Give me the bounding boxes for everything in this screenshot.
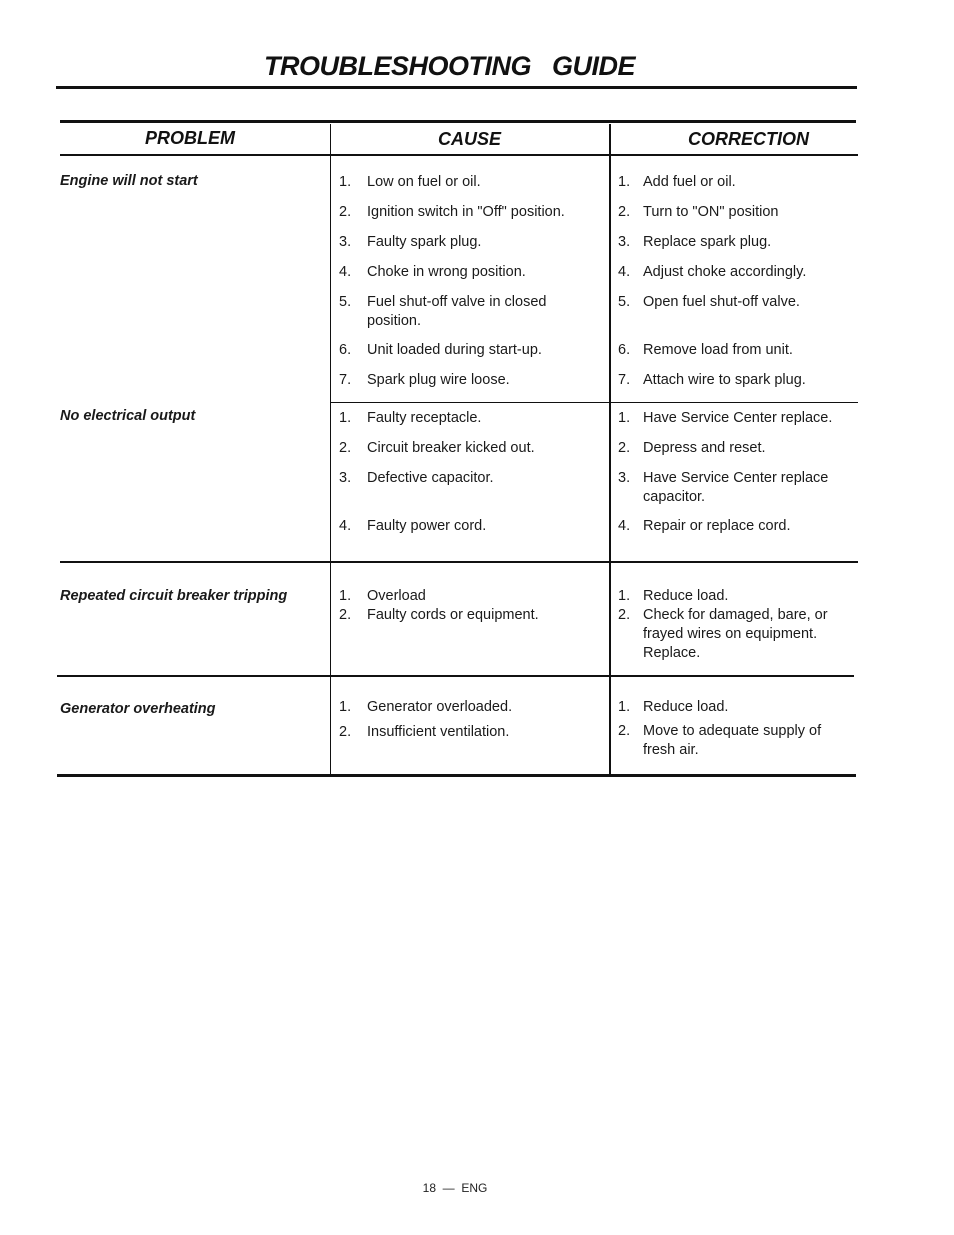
correction-item-text: Open fuel shut-off valve. (643, 294, 800, 310)
cause-item-number: 2. (339, 440, 352, 456)
cause-item-number: 1. (339, 588, 352, 604)
cause-item-text: Unit loaded during start-up. (367, 342, 542, 358)
correction-item-number: 3. (618, 234, 631, 250)
row-divider-2 (60, 561, 858, 563)
correction-item-text: Have Service Center replace (643, 470, 829, 486)
correction-item-number: 2. (618, 723, 631, 739)
cause-item-text: Overload (367, 588, 426, 604)
correction-item-text: Remove load from unit. (643, 342, 793, 358)
correction-item-number: 3. (618, 470, 631, 486)
problem-label: Repeated circuit breaker tripping (60, 588, 288, 604)
correction-item-text: Replace spark plug. (643, 234, 772, 250)
problem-label: Generator overheating (60, 701, 216, 717)
cause-item-text: Ignition switch in "Off" position. (367, 204, 565, 220)
title-underline (56, 86, 857, 89)
cause-item-number: 1. (339, 699, 352, 715)
correction-item-text: capacitor. (643, 489, 706, 505)
cause-item-number: 3. (339, 470, 352, 486)
correction-item-number: 1. (618, 699, 631, 715)
correction-item-text: frayed wires on equipment. (643, 626, 818, 642)
row-divider-3 (57, 675, 854, 677)
page-title: TROUBLESHOOTING GUIDE (264, 51, 636, 81)
correction-item-text: Turn to "ON" position (643, 204, 779, 220)
cause-item-number: 1. (339, 410, 352, 426)
cause-item-text: Insufficient ventilation. (367, 724, 510, 740)
correction-item-number: 5. (618, 294, 631, 310)
table-top-rule (60, 120, 856, 123)
correction-item-number: 1. (618, 588, 631, 604)
cause-item-text: position. (367, 313, 422, 329)
cause-item-text: Faulty receptacle. (367, 410, 482, 426)
cause-item-number: 5. (339, 294, 352, 310)
correction-item-text: Check for damaged, bare, or (643, 607, 828, 623)
correction-item-number: 7. (618, 372, 631, 388)
cause-item-text: Generator overloaded. (367, 699, 513, 715)
cause-item-text: Fuel shut-off valve in closed (367, 294, 547, 310)
correction-item-text: Adjust choke accordingly. (643, 264, 807, 280)
correction-item-number: 4. (618, 518, 631, 534)
cause-item-number: 6. (339, 342, 352, 358)
cause-item-text: Faulty cords or equipment. (367, 607, 539, 623)
cause-item-number: 2. (339, 204, 352, 220)
header-bottom-rule (60, 154, 858, 156)
problem-label: No electrical output (60, 408, 196, 424)
cause-item-number: 3. (339, 234, 352, 250)
cause-item-text: Circuit breaker kicked out. (367, 440, 535, 456)
header-cause: CAUSE (437, 129, 501, 149)
cause-item-text: Defective capacitor. (367, 470, 494, 486)
page-footer: 18 — ENG (422, 1181, 488, 1195)
correction-item-text: Add fuel or oil. (643, 174, 736, 190)
correction-item-text: Depress and reset. (643, 440, 766, 456)
correction-item-text: Attach wire to spark plug. (643, 372, 806, 388)
correction-item-text: fresh air. (643, 742, 699, 758)
cause-item-text: Choke in wrong position. (367, 264, 526, 280)
cause-item-text: Faulty spark plug. (367, 234, 482, 250)
correction-item-number: 4. (618, 264, 631, 280)
header-correction: CORRECTION (688, 129, 809, 149)
header-problem: PROBLEM (145, 128, 235, 148)
table-bottom-rule (57, 774, 856, 777)
correction-item-number: 1. (618, 410, 631, 426)
correction-item-number: 2. (618, 607, 631, 623)
row-divider-1 (330, 402, 858, 403)
cause-item-number: 4. (339, 518, 352, 534)
cause-item-number: 4. (339, 264, 352, 280)
cause-item-text: Low on fuel or oil. (367, 174, 481, 190)
correction-item-text: Reduce load. (643, 699, 729, 715)
correction-item-text: Move to adequate supply of (643, 723, 822, 739)
correction-item-number: 6. (618, 342, 631, 358)
correction-item-text: Repair or replace cord. (643, 518, 791, 534)
cause-item-number: 7. (339, 372, 352, 388)
correction-item-text: Have Service Center replace. (643, 410, 833, 426)
correction-item-text: Reduce load. (643, 588, 729, 604)
cause-item-text: Faulty power cord. (367, 518, 487, 534)
problem-label: Engine will not start (60, 173, 198, 189)
correction-item-text: Replace. (643, 645, 701, 661)
correction-item-number: 1. (618, 174, 631, 190)
cause-item-text: Spark plug wire loose. (367, 372, 510, 388)
correction-item-number: 2. (618, 204, 631, 220)
cause-item-number: 2. (339, 724, 352, 740)
cause-item-number: 1. (339, 174, 352, 190)
column-divider-1 (330, 124, 331, 775)
correction-item-number: 2. (618, 440, 631, 456)
column-divider-2 (609, 124, 611, 775)
cause-item-number: 2. (339, 607, 352, 623)
